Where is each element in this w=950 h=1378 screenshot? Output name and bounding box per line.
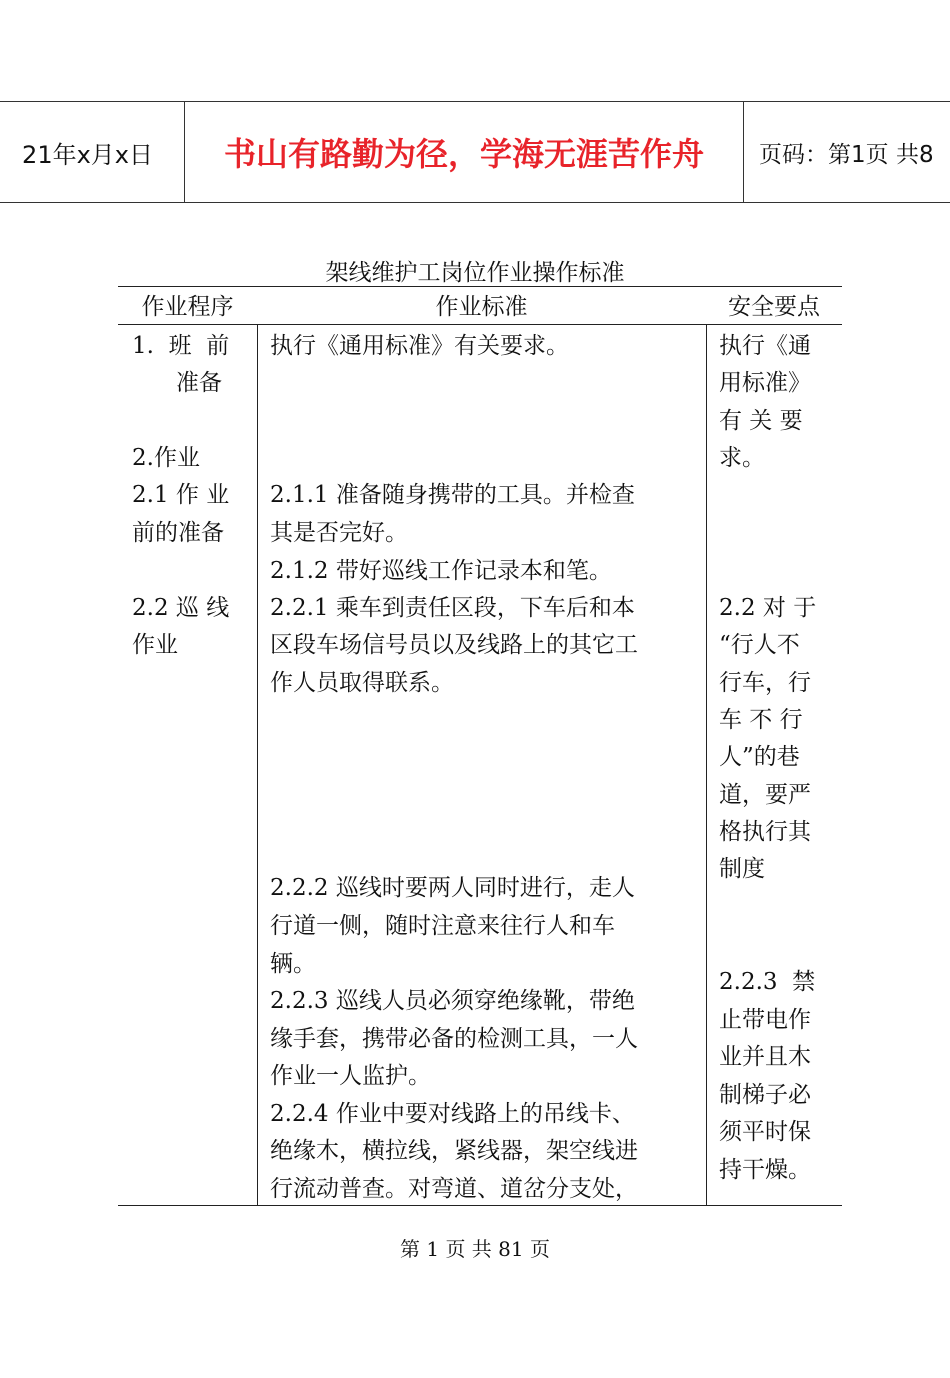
standard-line: 行流动普查。对弯道、道岔分支处，	[270, 1176, 638, 1202]
header-motto: 书山有路勤为径，学海无涯苦作舟	[184, 102, 744, 202]
standard-line: 作人员取得联系。	[270, 670, 454, 696]
procedure-2-2-line2: 作业	[132, 632, 178, 658]
procedure-1-line2: 准备	[176, 370, 222, 396]
document-title: 架线维护工岗位作业操作标准	[325, 260, 625, 286]
safety-line: 业并且木	[719, 1044, 811, 1070]
safety-line: 制梯子必	[719, 1082, 811, 1108]
safety-line: 格执行其	[719, 819, 811, 845]
standard-line: 2.2.1 乘车到责任区段，下车后和本	[270, 595, 635, 621]
column-header-procedure: 作业程序	[141, 294, 234, 320]
safety-line: 用标准》	[719, 370, 811, 396]
standard-line: 作业一人监护。	[270, 1063, 431, 1089]
safety-line: 持干燥。	[719, 1157, 811, 1183]
header-page-info: 页码：第1页 共8	[759, 141, 934, 168]
standard-line: 绝缘木，横拉线，紧线器，架空线进	[270, 1138, 638, 1164]
standard-line: 其是否完好。	[270, 520, 408, 546]
safety-line: 道，要严	[719, 782, 811, 808]
standard-line: 辆。	[270, 951, 316, 977]
table-header-rule	[118, 324, 842, 325]
safety-line: 执行《通	[719, 333, 811, 359]
safety-line: 制度	[719, 856, 765, 882]
safety-line: 2.2.3 禁	[719, 969, 816, 995]
safety-line: 止带电作	[719, 1007, 811, 1033]
procedure-2-2-line1: 2.2 巡 线	[132, 595, 230, 621]
safety-line: 求。	[719, 445, 765, 471]
procedure-1-line1: 1. 班 前	[132, 333, 230, 359]
column-divider-1	[257, 324, 258, 1205]
safety-line: “行人不	[719, 632, 800, 658]
standard-line: 2.2.4 作业中要对线路上的吊线卡、	[270, 1101, 635, 1127]
standard-line: 2.1.2 带好巡线工作记录本和笔。	[270, 558, 612, 584]
table-top-rule	[118, 286, 842, 287]
standard-line: 行道一侧，随时注意来往行人和车	[270, 913, 615, 939]
standard-line: 2.2.2 巡线时要两人同时进行，走人	[270, 875, 635, 901]
safety-line: 行车，行	[719, 670, 811, 696]
safety-line: 须平时保	[719, 1119, 811, 1145]
procedure-2-1-line2: 前的准备	[132, 520, 224, 546]
header-date: 21年x月x日	[22, 140, 153, 169]
page-footer: 第 1 页 共 81 页	[400, 1237, 550, 1261]
column-divider-2	[706, 324, 707, 1205]
column-header-standard: 作业标准	[435, 294, 528, 320]
standard-line: 区段车场信号员以及线路上的其它工	[270, 632, 638, 658]
standard-line: 2.1.1 准备随身携带的工具。并检查	[270, 482, 635, 508]
standard-line: 执行《通用标准》有关要求。	[270, 333, 569, 359]
safety-line: 有 关 要	[719, 408, 803, 434]
procedure-2: 2.作业	[132, 445, 200, 471]
procedure-2-1-line1: 2.1 作 业	[132, 482, 230, 508]
standard-line: 2.2.3 巡线人员必须穿绝缘靴，带绝	[270, 988, 635, 1014]
standard-line: 缘手套，携带必备的检测工具，一人	[270, 1026, 638, 1052]
safety-line: 人”的巷	[719, 744, 800, 770]
safety-line: 2.2 对 于	[719, 595, 817, 621]
safety-line: 车 不 行	[719, 707, 803, 733]
column-header-safety: 安全要点	[728, 294, 820, 320]
